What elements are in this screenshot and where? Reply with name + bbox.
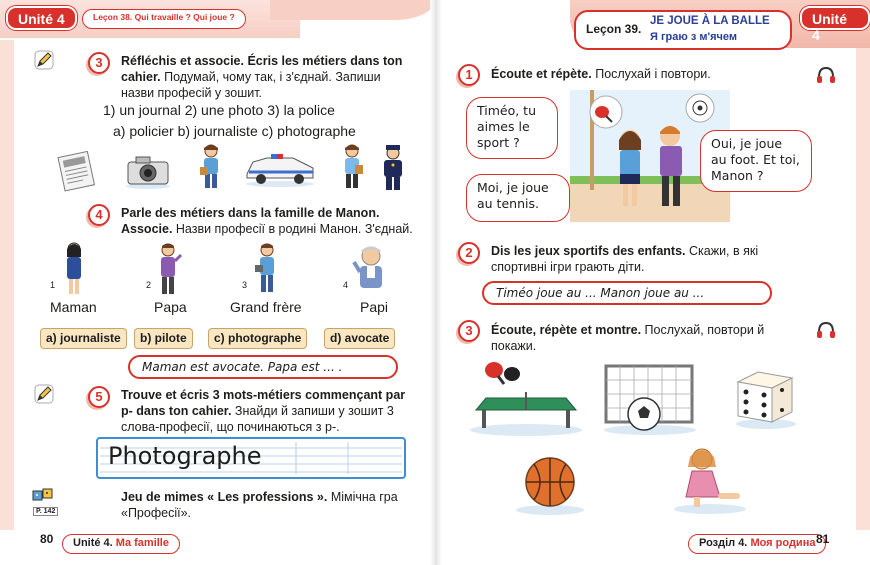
footer-topic: Ma famille <box>115 537 169 549</box>
mime-game-instructions <box>121 489 413 521</box>
ex3-instruction-fr: Réfléchis et associe. Écris les métiers dans ton cahier. <box>121 54 403 84</box>
exercise-5-instructions <box>121 387 413 435</box>
ex5-instruction-ua: Знайди й запиши у зошит 3 слова-професії, що починаються з р-. <box>121 404 394 434</box>
pencil-icon <box>34 50 54 70</box>
ex5-instruction-fr: Trouve et écris 3 mots-métiers commençant par p- dans ton cahier. <box>121 388 406 418</box>
person-label-grand-frere: Grand frère <box>230 299 302 315</box>
photographer-figure <box>196 143 226 193</box>
speech-bubble-manon-answer: Moi, je joue au tennis. <box>466 174 570 222</box>
exercise-2-instructions <box>491 243 811 275</box>
football-goal-illustration <box>600 360 700 436</box>
dice-book-icon <box>32 487 54 505</box>
left-header-curve <box>270 0 435 20</box>
person-number: 1 <box>50 280 56 290</box>
ex2-instruction-fr: Dis les jeux sportifs des enfants. <box>491 244 686 258</box>
exercise-3-right-instructions <box>491 322 791 354</box>
ex1-instruction-fr: Écoute et répète. <box>491 67 592 81</box>
page-number-right: 81 <box>816 532 830 546</box>
handwritten-word: Photographe <box>108 442 262 470</box>
book-gutter <box>430 0 442 565</box>
exercise-3-instructions <box>121 53 413 101</box>
answer-photographe: c) photographe <box>208 328 307 349</box>
exercise-number-2: 2 <box>458 242 480 264</box>
person-label-papi: Papi <box>360 299 389 315</box>
exercise-number-4: 4 <box>88 204 110 226</box>
newspaper-illustration <box>55 148 99 192</box>
dice-illustration <box>730 366 800 430</box>
previous-lesson-title: Leçon 38. Qui travaille ? Qui joue ? <box>82 9 246 29</box>
policeman-figure <box>377 143 409 193</box>
answer-journaliste: a) journaliste <box>40 328 127 349</box>
right-footer-label <box>688 534 826 554</box>
speech-bubble-timeo: Oui, je joue au foot. Et toi, Manon ? <box>700 130 812 192</box>
ex2-example-sentence: Timéo joue au ... Manon joue au ... <box>482 281 772 305</box>
ex3-items-line: 1) un journal 2) une photo 3) la police <box>103 102 335 118</box>
mime-instruction-fr: Jeu de mimes « Les professions ». <box>121 490 328 504</box>
exercise-number-5: 5 <box>88 386 110 408</box>
ex3-instruction-ua: Подумай, чому так, і з'єднай. Запиши назви професій у зошит. <box>121 70 381 100</box>
speech-bubble-manon-question: Timéo, tu aimes le sport ? <box>466 97 558 159</box>
pencil-icon <box>34 384 54 404</box>
exercise-number-1: 1 <box>458 64 480 86</box>
ex1-instruction-ua: Послухай і повтори. <box>591 67 711 81</box>
unit-tab-right: Unité 4 <box>800 6 870 30</box>
lesson-title: JE JOUE À LA BALLE <box>650 15 770 27</box>
book-page-reference: P. 142 <box>33 507 58 516</box>
answer-pilote: b) pilote <box>134 328 193 349</box>
person-number: 4 <box>343 280 349 290</box>
person-label-maman: Maman <box>50 299 97 315</box>
police-car-illustration <box>243 148 317 188</box>
headphones-icon <box>816 320 836 340</box>
maman-figure <box>62 241 86 297</box>
grand-frere-figure <box>252 241 282 297</box>
exercise-1-instructions <box>491 66 821 82</box>
papi-figure <box>352 244 390 296</box>
ex3r-instruction-ua: Послухай, повтори й покажи. <box>491 323 765 353</box>
ex3-options-line: a) policier b) journaliste c) photographe <box>113 123 356 139</box>
footer-unit: Unité 4. <box>73 537 113 549</box>
exercise-number-3: 3 <box>88 52 110 74</box>
ex4-instruction-ua: Назви професії в родині Манон. З'єднай. <box>172 222 413 236</box>
person-number: 3 <box>242 280 248 290</box>
answer-avocate: d) avocate <box>324 328 395 349</box>
footer-topic-right: Моя родина <box>750 537 816 549</box>
unit-tab-left: Unité 4 <box>6 6 77 30</box>
exercise-number-3-right: 3 <box>458 320 480 342</box>
lesson-subtitle: Я граю з м'ячем <box>650 31 738 43</box>
ex3r-instruction-fr: Écoute, répète et montre. <box>491 323 642 337</box>
right-margin-band <box>856 48 870 530</box>
exercise-4-instructions <box>121 205 413 237</box>
left-margin-band <box>0 40 14 530</box>
doll-illustration <box>670 445 750 515</box>
ping-pong-table-illustration <box>466 358 586 438</box>
left-footer-label <box>62 534 180 554</box>
page-number-left: 80 <box>40 532 54 546</box>
basketball-illustration <box>512 454 588 516</box>
mime-instruction-ua: Мімічна гра «Професії». <box>121 490 398 520</box>
ex4-instruction-fr: Parle des métiers dans la famille de Manon. Associe. <box>121 206 380 236</box>
lesson-number: Leçon 39. <box>586 22 642 36</box>
camera-illustration <box>122 150 174 190</box>
person-number: 2 <box>146 280 152 290</box>
ex2-instruction-ua: Скажи, в які спортивні ігри грають діти. <box>491 244 759 274</box>
journalist-figure <box>337 143 367 193</box>
ex4-example-sentence: Maman est avocate. Papa est ... . <box>128 355 398 379</box>
papa-figure <box>153 241 183 297</box>
headphones-icon <box>816 65 836 85</box>
footer-unit-right: Розділ 4. <box>699 537 748 549</box>
person-label-papa: Papa <box>154 299 187 315</box>
